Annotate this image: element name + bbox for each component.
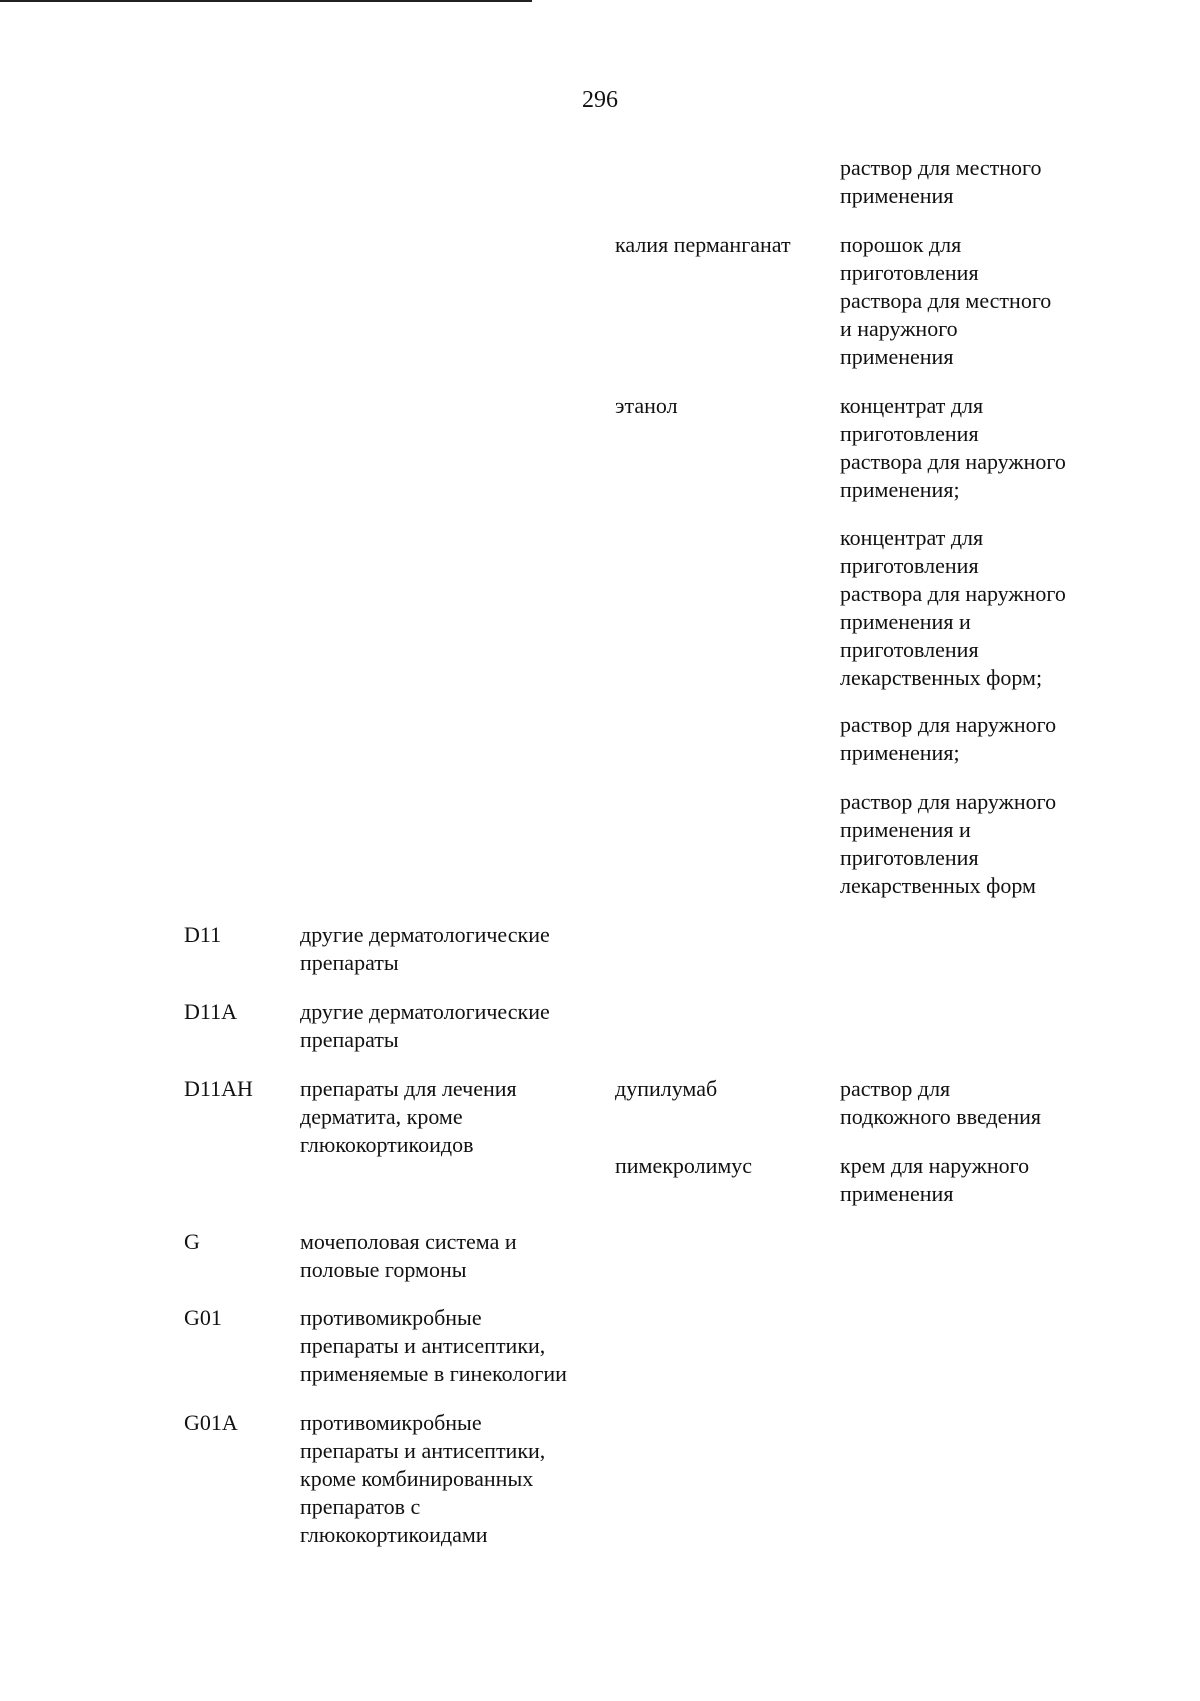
- dosage-form: концентрат для приготовления раствора для наружного применения и приготовления лекарственных форм;: [840, 525, 1066, 690]
- dosage-form: раствор для наружного применения;: [840, 712, 1057, 765]
- drug-name: пимекролимус: [615, 1153, 753, 1178]
- atc-group-name: препараты для лечения дерматита, кроме глюкокортикоидов: [300, 1076, 517, 1157]
- atc-code: D11: [184, 922, 222, 947]
- drug-name: этанол: [615, 393, 678, 418]
- scan-edge-line: [0, 0, 532, 2]
- page-number: 296: [582, 87, 618, 113]
- dosage-form: раствор для наружного применения и приготовления лекарственных форм: [840, 789, 1057, 898]
- atc-code: D11AH: [184, 1076, 253, 1101]
- dosage-form: порошок для приготовления раствора для местного и наружного применения: [840, 232, 1052, 369]
- drug-name: калия перманганат: [615, 232, 791, 257]
- atc-code: D11A: [184, 999, 237, 1024]
- drug-name: дупилумаб: [615, 1076, 718, 1101]
- atc-group-name: противомикробные препараты и антисептики, кроме комбинированных препаратов с глюкокортикоидами: [300, 1410, 546, 1547]
- dosage-form: раствор для подкожного введения: [840, 1076, 1042, 1129]
- dosage-form: раствор для местного применения: [840, 155, 1042, 208]
- atc-code: G: [184, 1229, 200, 1254]
- atc-code: G01A: [184, 1410, 238, 1435]
- atc-group-name: мочеполовая система и половые гормоны: [300, 1229, 517, 1282]
- atc-group-name: противомикробные препараты и антисептики, применяемые в гинекологии: [300, 1305, 567, 1386]
- atc-code: G01: [184, 1305, 222, 1330]
- dosage-form: концентрат для приготовления раствора для наружного применения;: [840, 393, 1066, 502]
- atc-group-name: другие дерматологические препараты: [300, 999, 550, 1052]
- atc-group-name: другие дерматологические препараты: [300, 922, 550, 975]
- dosage-form: крем для наружного применения: [840, 1153, 1030, 1206]
